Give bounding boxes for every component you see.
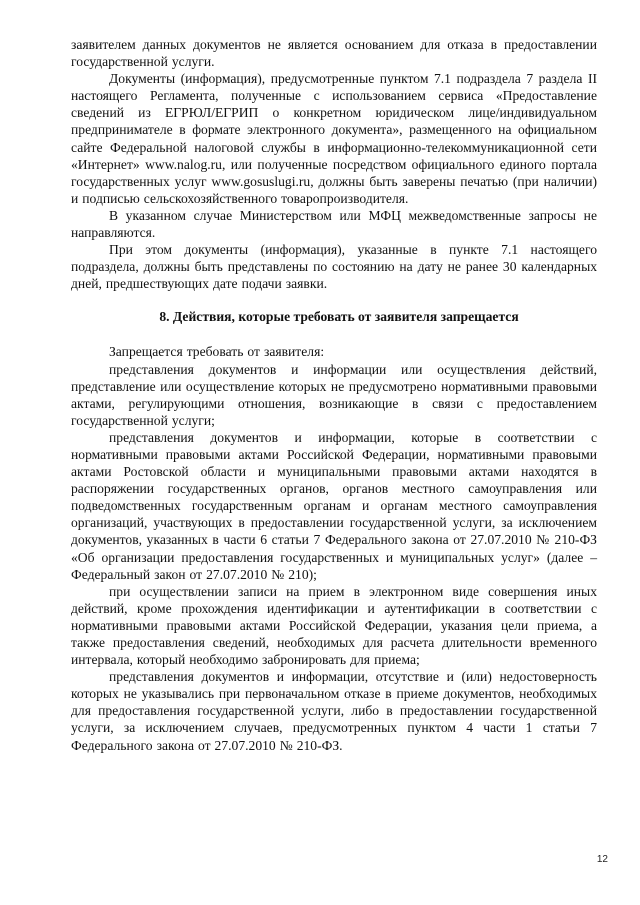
paragraph-continuation: заявителем данных документов не является основанием для отказа в предоставлении государственной услуги. bbox=[71, 37, 597, 70]
paragraph-document-date: При этом документы (информация), указанные в пункте 7.1 настоящего подраздела, должны быть представлены по состоянию на дату не ранее 30 календарных дней, предшествующих дате подачи заявки. bbox=[71, 242, 597, 292]
paragraph-prohibited-item-2: представления документов и информации, которые в соответствии с нормативными правовыми актами Российской Федерации, нормативными правовыми актами Ростовской области и муниципальными правовыми актами находятся в распоряжении государственных органов, органов местного самоуправления или подведомственных государственным органам и органам местного самоуправления организаций, участвующих в предоставлении государственной услуги, за исключением документов, указанных в части 6 статьи 7 Федерального закона от 27.07.2010 № 210-ФЗ «Об организации предоставления государственных и муниципальных услуг» (далее – Федеральный закон от 27.07.2010 № 210); bbox=[71, 429, 597, 582]
paragraph-prohibited-item-4: представления документов и информации, отсутствие и (или) недостоверность которых не указывались при первоначальном отказе в приеме документов, необходимых для предоставления государственной услуги, либо в предоставлении государственной услуги, за исключением случаев, предусмотренных пунктом 4 части 1 статьи 7 Федерального закона от 27.07.2010 № 210-ФЗ. bbox=[71, 669, 597, 753]
section-heading: 8. Действия, которые требовать от заявителя запрещается bbox=[159, 309, 519, 325]
paragraph-no-interagency-requests: В указанном случае Министерством или МФЦ межведомственные запросы не направляются. bbox=[71, 207, 597, 241]
paragraph-egrul-documents: Документы (информация), предусмотренные пунктом 7.1 подраздела 7 раздела II настоящего Регламента, полученные с использованием сервиса «Предоставление сведений из ЕГРЮЛ/ЕГРИП о конкретном юридическом лице/индивидуальном предпринимателе в формате электронного документа», размещенного на официальном сайте Федеральной налоговой службы в информационно-телекоммуникационной сети «Интернет» www.nalog.ru, или полученные посредством официального единого портала государственных услуг www.gosuslugi.ru, должны быть заверены печатью (при наличии) и подписью сельскохозяйственного товаропроизводителя. bbox=[71, 71, 597, 206]
paragraph-prohibited-intro: Запрещается требовать от заявителя: bbox=[109, 344, 325, 360]
paragraph-prohibited-item-1: представления документов и информации или осуществления действий, представление или осуществление которых не предусмотрено нормативными правовыми актами, регулирующими отношения, возникающие в связи с предоставлением государственной услуги; bbox=[71, 361, 597, 428]
paragraph-prohibited-item-3: при осуществлении записи на прием в электронном виде совершения иных действий, кроме прохождения идентификации и аутентификации в соответствии с нормативными правовыми актами Российской Федерации, указания цели приема, а также предоставления сведений, необходимых для расчета длительности временного интервала, который необходимо забронировать для приема; bbox=[71, 583, 597, 668]
page-number: 12 bbox=[596, 854, 608, 865]
